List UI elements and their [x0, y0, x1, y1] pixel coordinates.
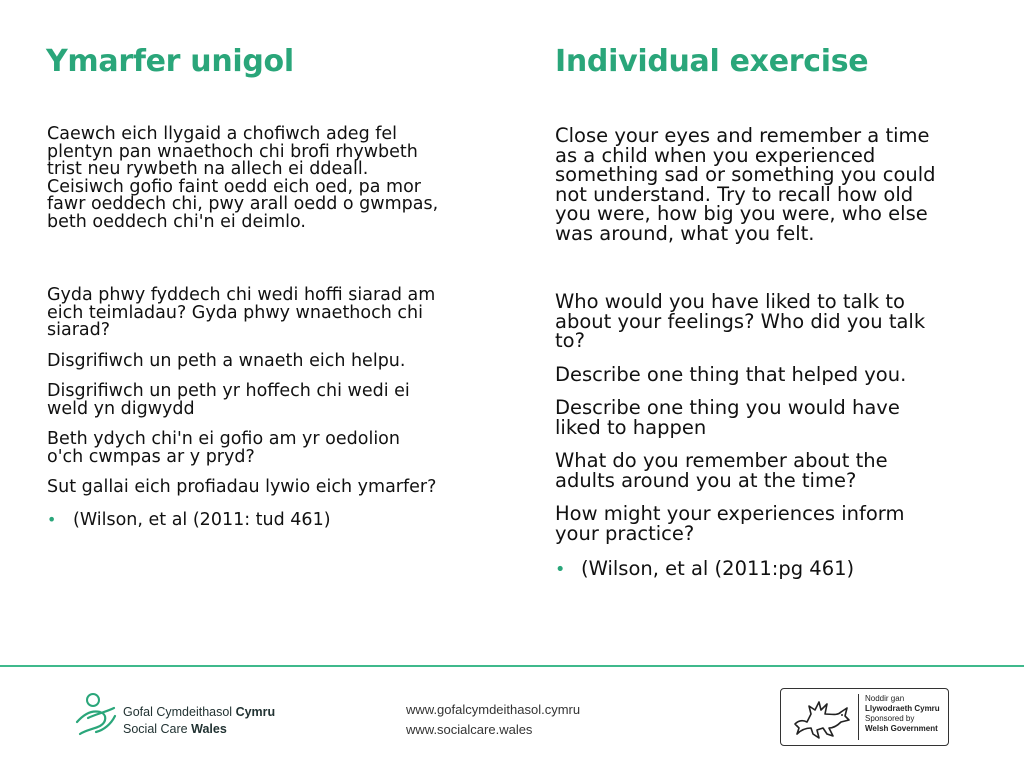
social-care-wales-logo-icon	[74, 692, 118, 736]
footer-divider	[0, 665, 1024, 667]
citation-item	[47, 510, 439, 530]
paragraph-question: Gyda phwy fyddech chi wedi hoffi siarad am eich teimladau? Gyda phwy wnaethoch chi siarad?	[47, 285, 436, 340]
paragraph-question: Disgrifiwch un peth a wnaeth eich helpu.	[47, 350, 406, 371]
bullet-dot-icon: •	[555, 560, 566, 580]
paragraph-question: Who would you have liked to talk to about your feelings? Who did you talk to?	[555, 290, 926, 352]
paragraph-question: How might your experiences inform your practice?	[555, 502, 905, 545]
welsh-government-sponsor-badge	[780, 688, 949, 746]
paragraph-question: What do you remember about the adults around you at the time?	[555, 449, 888, 492]
title-welsh: Ymarfer unigol	[46, 44, 294, 79]
social-care-wales-brand	[74, 692, 314, 740]
paragraph-intro: Close your eyes and remember a time as a child when you experienced something sad or something you could not understand. Try to recall how old you were, how big you were, who else was around, what you felt.	[555, 124, 936, 245]
badge-separator	[858, 694, 859, 740]
paragraph-question: Sut gallai eich profiadau lywio eich ymarfer?	[47, 477, 437, 497]
citation-text: (Wilson, et al (2011:pg 461)	[581, 557, 855, 580]
bullet-dot-icon: •	[47, 509, 57, 529]
footer-links	[406, 700, 580, 740]
sponsor-text: Noddir gan Llywodraeth Cymru Sponsored by Welsh Government	[865, 694, 940, 733]
paragraph-question: Beth ydych chi'n ei gofio am yr oedolion o'ch cwmpas ar y pryd?	[47, 429, 400, 467]
citation-item	[555, 557, 940, 580]
brand-name: Gofal Cymdeithasol Cymru Social Care Wales	[123, 705, 276, 736]
title-english: Individual exercise	[555, 44, 869, 79]
english-website-link[interactable]: www.socialcare.wales	[406, 722, 533, 737]
welsh-dragon-icon	[789, 694, 853, 742]
welsh-column	[47, 126, 439, 530]
paragraph-question: Describe one thing that helped you.	[555, 362, 907, 386]
paragraph-question: Describe one thing you would have liked to happen	[555, 396, 900, 439]
citation-text: (Wilson, et al (2011: tud 461)	[73, 509, 331, 530]
paragraph-intro: Caewch eich llygaid a chofiwch adeg fel plentyn pan wnaethoch chi brofi rhywbeth trist neu rywbeth na allech ei ddeall. Ceisiwch gofio faint oedd eich oed, pa mor fawr oeddech chi, pwy arall oedd o gwmpas, beth oeddech chi'n ei deimlo.	[47, 124, 439, 232]
welsh-website-link[interactable]: www.gofalcymdeithasol.cymru	[406, 702, 581, 717]
english-column	[555, 126, 940, 580]
paragraph-question: Disgrifiwch un peth yr hoffech chi wedi ei weld yn digwydd	[47, 381, 410, 419]
